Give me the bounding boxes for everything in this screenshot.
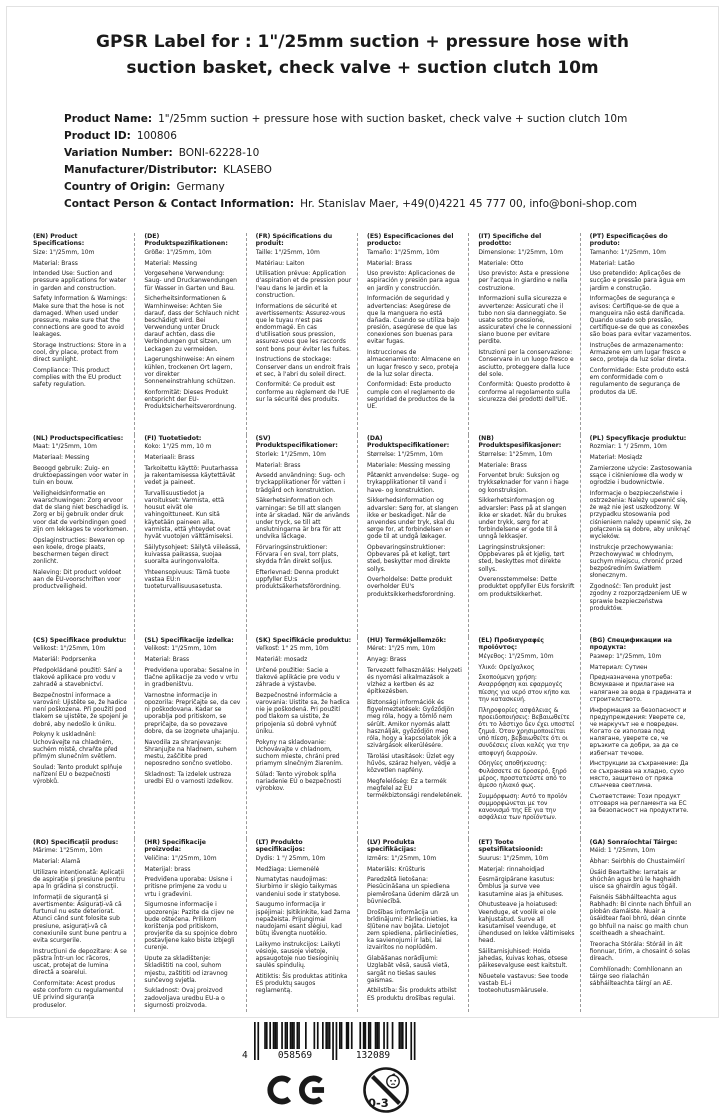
lang-paragraphs — [144, 443, 240, 590]
lang-paragraph: Atbilstība: Šis produkts atbilst ES produktu drošības regulai. — [367, 987, 457, 1002]
lang-paragraph: Méid: 1 "/25mm, 10m — [589, 847, 656, 855]
lang-paragraph: Bezpečnostní informace a varování: Ujistěte se, že hadice není poškozena. Při použití pod tlakem se ujistěte, že spojení je dobré, aby nedošlo k úniku. — [33, 691, 128, 728]
lang-block-sk — [256, 637, 358, 839]
lang-paragraph: Veličina: 1"/25mm, 10m — [144, 854, 217, 862]
lang-block-hr — [144, 839, 246, 1012]
lang-paragraph: Informazioni sulla sicurezza e avvertenze: Assicurati che il tubo non sia danneggiato. Se usate sotto pressione, assicuratevi che le connessioni siano buone per evitare perdite. — [478, 295, 572, 346]
lang-block-fi — [144, 435, 246, 637]
product-info-row — [64, 162, 725, 179]
lang-paragraph: Numatytas naudojimas: Siurbimo ir slėgio taikymas vandeniui sode ir statybose. — [255, 876, 341, 898]
lang-heading: (SV) Produktspecifikationer: — [255, 435, 338, 450]
lang-heading: (PL) Specyfikacje produktu: — [589, 435, 687, 442]
lang-paragraph: Sikkerhedsinformation og advarsler: Sørg for, at slangen ikke er beskadiget. Når de anvendes under tryk, skal du sørge for, at forbindelsen er gode til at undgå lækager. — [367, 497, 459, 541]
barcode-first-digit: 4 — [241, 1050, 248, 1062]
lang-paragraph: Navodila za shranjevanje: Shranjujte na hladnem, suhem mestu, zaščitite pred neposredno sončno svetlobo. — [144, 738, 237, 768]
lang-paragraph: Størrelse: 1"/25mm, 10m — [367, 450, 443, 458]
lang-paragraph: Utilizare intenționată: Aplicații de aspirație și presiune pentru apa în grădina și construcții. — [33, 868, 125, 891]
lang-paragraph: Größe: 1"/25mm, 10m — [144, 248, 212, 256]
lang-block-ga — [590, 839, 692, 1012]
lang-paragraph: Faisnéis Sábháilteachta agus Rabhadh: Bí cinnte nach bhfuil an píobán damáiste. Nuair a úsáidtear faoi bhrú, déan cinnte go bhfuil na naisc go maith chun sceitheadh a sheachaint. — [589, 893, 692, 937]
lang-paragraph: Material: Brass — [144, 656, 190, 664]
lang-paragraph: Dimensione: 1"/25mm, 10m — [478, 248, 564, 256]
lang-paragraphs — [590, 847, 692, 987]
lang-heading: (FR) Spécifications du produit: — [255, 233, 333, 248]
lang-paragraph: Matériau: Laiton — [255, 259, 305, 267]
footer — [218, 1022, 458, 1114]
lang-paragraph: Veiligheidsinformatie en waarschuwingen: Zorg ervoor dat de slang niet beschadigd is. Zorg er bij gebruik onder druk voor dat de verbindingen goed zijn om lekkages te voorkomen. — [33, 489, 129, 533]
lang-paragraphs — [33, 249, 129, 389]
lang-paragraph: Glabāšanas norādījumi: Uzglabāt vēsā, sausā vietā, sargāt no tiešas saules gaismas. — [367, 955, 450, 984]
lang-block-es — [367, 233, 469, 435]
lang-block-en — [33, 233, 135, 435]
lang-heading: (PT) Especificações do produto: — [589, 233, 668, 248]
lang-paragraphs — [590, 249, 692, 396]
info-label: Contact Person & Contact Information: — [64, 198, 295, 210]
lang-paragraphs — [478, 451, 574, 598]
lang-paragraph: Instrucțiuni de depozitare: A se păstra într-un loc răcoros, uscat, protejat de lumina directă a soarelui. — [33, 947, 127, 977]
lang-paragraph: Materijal: brass — [144, 865, 191, 873]
lang-paragraph: Istruzioni per la conservazione: Conservare in un luogo fresco e asciutto, proteggere dalla luce del sole. — [478, 349, 574, 378]
lang-paragraphs — [144, 645, 240, 785]
baby-face-icon — [386, 1075, 398, 1089]
lang-paragraphs — [256, 451, 352, 591]
lang-paragraph: Tamanho: 1"/25mm, 10m — [589, 248, 666, 256]
lang-paragraph: Σκοπούμενη χρήση: Αναρρόφηση και εφαρμογές πίεσης για νερό στον κήπο και την κατασκευή. — [478, 674, 571, 703]
lang-paragraph: Varnostne informacije in opozorila: Prepričajte se, da cev ni poškodovana. Kadar se uporablja pod pritiskom, se prepričajte, da so povezave dobre, da se izognete uhajanju. — [144, 691, 241, 735]
lang-block-pt — [590, 233, 692, 435]
lang-paragraph: Overensstemmelse: Dette produktet oppfyller EUs forskrift om produktsikkerhet. — [478, 576, 575, 598]
lang-paragraph: Zgodność: Ten produkt jest zgodny z rozporządzeniem UE w sprawie bezpieczeństwa produktów. — [589, 583, 687, 612]
lang-paragraphs — [144, 249, 240, 410]
lang-paragraph: Opslaginstructies: Bewaren op een koele, droge plaats, beschermen tegen direct zonlicht. — [33, 536, 125, 566]
lang-paragraph: Μέγεθος: 1"/25mm, 10m — [478, 652, 554, 660]
lang-paragraph: Konformität: Dieses Produkt entspricht der EU-Produktsicherheitsverordnung. — [144, 388, 237, 410]
lang-paragraph: Informacje o bezpieczeństwie i ostrzeżenia: Należy upewnić się, że wąż nie jest uszkodzony. W przypadku stosowania pod ciśnieniem należy upewnić się, że połączenia są dobre, aby uniknąć wycieków. — [589, 489, 692, 540]
lang-paragraph: Materiaali: Brass — [144, 454, 195, 462]
info-label: Product ID: — [64, 130, 131, 142]
lang-paragraph: Materjal: rinnahoidjad — [478, 865, 545, 873]
lang-paragraphs — [256, 249, 352, 403]
lang-block-de — [144, 233, 246, 435]
lang-paragraph: Ohutusteave ja hoiatused: Veenduge, et voolik ei ole kahjustatud. Surve all kasutamisel veenduge, et ühendused on lekke vältimiseks head. — [478, 901, 575, 945]
lang-paragraph: Conformidade: Este produto está em conformidade com o regulamento de segurança de produtos da UE. — [589, 367, 689, 396]
info-value: 1"/25mm suction + pressure hose with suction basket, check valve + suction clutch 10m — [158, 113, 628, 125]
lang-paragraph: Úsáid Beartaithe: Iarratais ar shúchán agus brú le haghaidh uisce sa ghairdín agus tógáil. — [589, 868, 681, 891]
lang-block-sv — [256, 435, 358, 637]
info-value: BONI-62228-10 — [178, 147, 260, 159]
lang-block-et — [478, 839, 580, 1012]
lang-paragraph: Zamierzone użycie: Zastosowania ssące i ciśnieniowe dla wody w ogrodzie i budownictwie. — [589, 464, 692, 487]
lang-block-sl — [144, 637, 246, 839]
lang-paragraph: Size: 1"/25mm, 10m — [33, 248, 95, 256]
lang-block-el — [478, 637, 580, 839]
info-value: KLASEBO — [223, 164, 272, 176]
age-warning-label: 0-3 — [367, 1096, 389, 1111]
lang-paragraph: Uso previsto: Aplicaciones de aspiración y presión para agua en jardín y construcción. — [367, 270, 460, 292]
lang-block-lv — [367, 839, 469, 1012]
lang-paragraph: Treoracha Stórála: Stóráil in áit fionnuar, tirim, a chosaint ó solas díreach. — [589, 940, 691, 962]
lang-paragraph: Intended Use: Suction and pressure applications for water in garden and construction. — [33, 270, 127, 292]
lang-paragraph: Conformité: Ce produit est conforme au règlement de l'UE sur la sécurité des produits. — [255, 381, 350, 403]
lang-paragraph: Instrucciones de almacenamiento: Almacene en un lugar fresco y seco, proteja de la luz solar directa. — [367, 349, 461, 378]
product-info-row — [64, 196, 725, 213]
lang-block-ro — [33, 839, 135, 1012]
page-title: GPSR Label for : 1"/25mm suction + pressure hose with suction basket, check valve + suction clutch 10m — [96, 32, 629, 78]
lang-heading: (SL) Specifikacije izdelka: — [144, 637, 234, 644]
lang-heading: (SK) Špecifikácie produktu: — [255, 637, 352, 644]
barcode-right-digits: 132089 — [355, 1050, 390, 1062]
lang-paragraph: Информация за безопасност и предупреждения: Уверете се, че маркучът не е повреден. Когато се използва под налягане, уверете се, че връзките са добри, за да се избегнат течове. — [589, 706, 687, 757]
lang-paragraph: Upute za skladištenje: Skladištiti na cool, suhom mjestu, zaštititi od izravnog sunčevog svjetla. — [144, 955, 228, 984]
lang-paragraph: Taille: 1"/25mm, 10m — [255, 248, 320, 256]
lang-paragraphs — [33, 443, 129, 590]
lang-block-it — [478, 233, 580, 435]
lang-paragraphs — [33, 847, 129, 1008]
lang-paragraph: Veľkosť: 1" 25 mm, 10m — [255, 645, 329, 653]
lang-paragraph: Medžiaga: Liemenėlė — [255, 865, 320, 873]
lang-paragraph: Eesmärgipärane kasutus: Õmblus ja surve vee kasutamine aias ja ehituses. — [478, 876, 564, 898]
lang-paragraph: Conformidad: Este producto cumple con el reglamento de seguridad de productos de la UE. — [367, 381, 455, 410]
language-grid — [33, 233, 692, 1012]
lang-paragraph: Materiale: Messing messing — [367, 461, 451, 469]
lang-paragraph: Forventet bruk: Suksjon og trykksøknader for vann i hage og konstruksjon. — [478, 472, 569, 494]
age-warning-0-3-icon — [362, 1066, 410, 1114]
lang-paragraph: Material: Brass — [33, 259, 78, 267]
lang-paragraph: Storlek: 1"/25mm, 10m — [255, 450, 326, 458]
lang-paragraph: Méret: 1"/25 mm, 10m — [367, 645, 436, 653]
lang-paragraph: Material: Alamă — [33, 858, 81, 866]
lang-paragraph: Инструкции за съхранение: Да се съхранява на хладно, сухо място, защитено от пряка слънчева светлина. — [589, 760, 689, 789]
lang-paragraph: Påtænkt anvendelse: Suge- og trykapplikationer til vand i have- og konstruktion. — [367, 472, 459, 494]
lang-paragraph: Predviđena uporaba: Usisne i pritisne primjene za vodu u vrtu i građevini. — [144, 876, 232, 898]
lang-paragraph: Säkerhetsinformation och varningar: Se till att slangen inte är skadad. När de används under tryck, se till att anslutningarna är bra för att undvika läckage. — [255, 497, 350, 541]
lang-paragraph: Mărime: 1"25mm, 10m — [33, 847, 103, 855]
lang-paragraph: Υλικό: Ορείχαλκος — [478, 663, 535, 671]
lang-paragraph: Οδηγίες αποθήκευσης: Φυλάσσετε σε δροσερό, ξηρό μέρος, προστατεύστε από το άμεσο ηλιακό φως. — [478, 760, 567, 789]
lang-paragraph: Suurus: 1"/25mm, 10m — [478, 854, 549, 862]
lang-paragraph: Overholdelse: Dette produkt overholder EU's produktsikkerhedsforordning. — [367, 576, 456, 598]
lang-heading: (ET) Toote spetsifikatsioonid: — [478, 839, 543, 854]
lang-paragraph: Dydis: 1 "/ 25mm, 10m — [255, 854, 326, 862]
lang-paragraph: Rozmiar: 1 "/ 25mm, 10m — [589, 443, 667, 451]
lang-paragraph: Material: Messing — [144, 259, 198, 267]
lang-paragraphs — [590, 443, 692, 611]
lang-paragraph: Materiaal: Messing — [33, 454, 90, 462]
info-value: Hr. Stanislav Maer, +49(0)4221 45 777 00, info@boni-shop.com — [300, 198, 637, 210]
lang-heading: (DE) Produktspezifikationen: — [144, 233, 228, 248]
lang-heading: (NB) Produktspesifikasjoner: — [478, 435, 562, 450]
lang-paragraphs — [478, 855, 574, 995]
lang-paragraph: Biztonsági információk és figyelmeztetések: Győződjön meg róla, hogy a tömlő nem sérült. Amikor nyomás alatt használják, győződjön meg róla, hogy a kapcsolatok jók a szivárgások elkerülésére. — [367, 699, 457, 750]
ce-mark-icon — [266, 1071, 328, 1109]
lang-paragraph: Instrukcje przechowywania: Przechowywać w chłodnym, suchym miejscu, chronić przed bezpośrednim światłem słonecznym. — [589, 543, 683, 580]
lang-paragraph: Tamaño: 1"/25mm, 10m — [367, 248, 440, 256]
lang-heading: (EL) Προδιαγραφές προϊόντος: — [478, 637, 544, 652]
lang-paragraph: Yhteensopivuus: Tämä tuote vastaa EU:n tuoteturvallisuusasetusta. — [144, 568, 230, 591]
lang-paragraph: Určené použitie: Sacie a tlakové aplikácie pre vodu v záhrade a výstavbe. — [255, 666, 340, 689]
lang-paragraph: Skladnost: Ta izdelek ustreza uredbi EU o varnosti izdelkov. — [144, 770, 234, 785]
lang-paragraph: Instructions de stockage: Conserver dans un endroit frais et sec, à l'abri du soleil direct. — [255, 356, 351, 378]
lang-heading: (CS) Specifikace produktu: — [33, 637, 127, 644]
lang-heading: (GA) Sonraíochtaí Táirge: — [589, 839, 678, 846]
lang-paragraph: Lagerungshinweise: An einem kühlen, trockenen Ort lagern, vor direkter Sonneneinstrahlung schützen. — [144, 356, 236, 385]
lang-paragraph: Informations de sécurité et avertissements: Assurez-vous que le tuyau n'est pas endommagé. En cas d'utilisation sous pression, assurez-vous que les raccords sont bons pour éviter les fuites. — [255, 302, 351, 353]
lang-heading: (ES) Especificaciones del producto: — [367, 233, 454, 248]
lang-paragraph: Materiał: Mosiądz — [589, 454, 643, 462]
lang-paragraph: Beoogd gebruik: Zuig- en druktoepassingen voor water in tuin en bouw. — [33, 464, 129, 487]
info-label: Variation Number: — [64, 147, 173, 159]
lang-block-pl — [590, 435, 692, 637]
lang-paragraph: Säilytysohjeet: Säilytä viileässä, kuivassa paikassa, suojaa suoralta auringonvalolta. — [144, 543, 241, 566]
lang-paragraph: Izmērs: 1"/25mm, 10m — [367, 854, 437, 862]
lang-paragraph: Pokyny k uskladnění: Uchovávejte na chladném, suchém místě, chraňte před přímým slunečním světlem. — [33, 731, 118, 760]
lang-paragraph: Συμμόρφωση: Αυτό το προϊόν συμμορφώνεται με τον κανονισμό της ΕΕ για την ασφάλεια των προϊόντων. — [478, 792, 568, 822]
lang-block-cs — [33, 637, 135, 839]
lang-heading: (HR) Specifikacije proizvoda: — [144, 839, 206, 854]
lang-paragraph: Anyag: Brass — [367, 656, 407, 664]
lang-paragraph: Velikost: 1"/25mm, 10m — [33, 645, 106, 653]
product-info — [64, 111, 725, 213]
lang-heading: (RO) Specificații produs: — [33, 839, 119, 846]
lang-paragraph: Lagringsinstruksjoner: Oppbevares på et kjølig, tørt sted, beskyttes mot direkte sollys. — [478, 543, 565, 573]
lang-paragraphs — [256, 855, 352, 995]
compliance-symbols — [266, 1066, 410, 1114]
lang-paragraph: Sicherheitsinformationen & Warnhinweise: Achten Sie darauf, dass der Schlauch nicht beschädigt wird. Bei Verwendung unter Druck darauf achten, dass die Verbindungen gut sitzen, um Leckagen zu vermeiden. — [144, 295, 240, 353]
lang-paragraph: Förvaringsinstruktioner: Förvara i en sval, torr plats, skydda från direkt solljus. — [255, 543, 339, 566]
barcode-left-digits: 058569 — [277, 1050, 312, 1062]
lang-paragraphs — [367, 855, 463, 1002]
lang-paragraph: Informații de siguranță și avertismente: Asigurați-vă că furtunul nu este deteriorat. Atunci când sunt folosite sub presiune, asigurați-vă că conexiunile sunt bune pentru a evita scurgerile. — [33, 893, 127, 944]
lang-paragraph: Nõuetele vastavus: See toode vastab EL-i tooteohutusmäärusele. — [478, 973, 569, 995]
lang-paragraphs — [478, 653, 574, 821]
product-info-row — [64, 128, 725, 145]
lang-heading: (HU) Termékjellemzők: — [367, 637, 447, 644]
lang-paragraph: Sigurnosne informacije i upozorenja: Pazite da cijev ne bude oštećena. Prilikom korištenja pod pritiskom, provjerite da su spojnice dobro postavljene kako biste izbjegli curenje. — [144, 901, 238, 952]
lang-paragraph: Comhlíonadh: Comhlíonann an táirge seo rialachán sábháilteachta táirgí an AE. — [589, 965, 683, 987]
lang-paragraph: Safety Information & Warnings: Make sure that the hose is not damaged. When used under pressure, make sure that the connections are good to avoid leakages. — [33, 295, 128, 339]
lang-paragraph: Información de seguridad y advertencias: Asegúrese de que la manguera no está dañada. Cuando se utiliza bajo presión, asegúrese de que las conexiones son buenas para evitar fugas. — [367, 295, 460, 346]
lang-paragraph: Avsedd användning: Sug- och tryckapplikationer för vatten i trädgård och konstruktion. — [255, 472, 346, 494]
product-info-row — [64, 145, 725, 162]
lang-paragraph: Størrelse: 1"25mm, 10m — [478, 450, 553, 458]
lang-paragraph: Vorgesehene Verwendung: Saug- und Druckanwendungen für Wasser in Garten und Bau. — [144, 270, 237, 292]
lang-paragraph: Súlad: Tento výrobok spĺňa nariadenie EÚ o bezpečnosti výrobkov. — [255, 770, 342, 793]
lang-paragraph: Πληροφορίες ασφάλειας & προειδοποιήσεις: Βεβαιωθείτε ότι το λάστιχο δεν έχει υποστεί ζημιά. Όταν χρησιμοποιείται υπό πίεση, βεβαιωθείτε ότι οι συνδέσεις είναι καλές για την αποφυγή διαρροών. — [478, 706, 575, 757]
ean13-barcode — [238, 1022, 438, 1062]
lang-paragraph: Paredzētā lietošana: Piesūcināšana un spiediena piemērošana ūdenim dārzā un būvniecībā. — [367, 876, 459, 905]
lang-paragraphs — [478, 249, 574, 403]
lang-paragraph: Предназначена употреба: Всмукване и прилагане на налягане за вода в градината и строителството. — [589, 674, 692, 703]
lang-block-lt — [256, 839, 358, 1012]
lang-paragraph: Soulad: Tento produkt splňuje nařízení EU o bezpečnosti výrobků. — [33, 763, 123, 785]
lang-paragraph: Predvidena uporaba: Sesalne in tlačne aplikacije za vodo v vrtu in gradbeništvu. — [144, 666, 240, 689]
lang-paragraph: Uso previsto: Asta e pressione per l'acqua in giardino e nella costruzione. — [478, 270, 570, 292]
lang-heading: (FI) Tuotetiedot: — [144, 435, 202, 442]
lang-paragraph: Materiāls: Krūšturis — [367, 865, 426, 873]
lang-paragraph: Material: Brass — [367, 259, 412, 267]
lang-paragraphs — [367, 451, 463, 598]
lang-paragraph: Compliance: This product complies with the EU product safety regulation. — [33, 367, 122, 389]
lang-paragraphs — [33, 645, 129, 785]
lang-paragraph: Tarkoitettu käyttö: Puutarhassa ja rakentamisessa käytettävät vedet ja paineet. — [144, 464, 239, 487]
info-label: Manufacturer/Distributor: — [64, 164, 218, 176]
lang-paragraph: Efterlevnad: Denna produkt uppfyller EU:s produktsäkerhetsförordning. — [255, 569, 341, 591]
lang-paragraphs — [590, 653, 692, 814]
lang-heading: (IT) Specifiche del prodotto: — [478, 233, 542, 248]
lang-paragraphs — [367, 249, 463, 410]
lang-heading: (BG) Спецификации на продукта: — [589, 637, 672, 652]
lang-paragraph: Turvallisuustiedot ja varoitukset: Varmista, että housut eivät ole vahingoittuneet. Kun sitä käytetään paineen alla, varmista, että yhteydet ovat hyvät vuotojen välttämiseksi. — [144, 489, 234, 540]
lang-paragraph: Material: Brass — [255, 461, 301, 469]
lang-paragraph: Megfelelőség: Ez a termék megfelel az EU termékbiztonsági rendeletének. — [367, 777, 463, 800]
lang-paragraph: Sukladnost: Ovaj proizvod zadovoljava uredbu EU-a o sigurnosti proizvoda. — [144, 987, 225, 1009]
lang-paragraph: Materiál: Podprsenka — [33, 656, 97, 664]
lang-paragraph: Tárolási utasítások: Üzlet egy hűvös, száraz helyen, védje a közvetlen napfény. — [367, 752, 456, 775]
lang-paragraph: Koko: 1"/25 mm, 10 m — [144, 443, 212, 451]
lang-paragraph: Atitiktis: Šis produktas atitinka ES produktų saugos reglamentą. — [255, 973, 348, 995]
lang-heading: (LT) Produkto specifikacijos: — [255, 839, 305, 854]
lang-paragraphs — [144, 855, 240, 1009]
lang-paragraph: Storage Instructions: Store in a cool, dry place, protect from direct sunlight. — [33, 341, 127, 364]
lang-paragraph: Säilitamisjuhised: Hoida jahedas, kuivas kohas, otsese päikesevalguse eest kaitstult. — [478, 947, 568, 970]
lang-paragraph: Uso pretendido: Aplicações de sucção e pressão para água em jardim e construção. — [589, 270, 686, 292]
lang-paragraphs — [367, 645, 463, 799]
lang-block-nb — [478, 435, 580, 637]
product-info-row — [64, 111, 725, 128]
lang-block-bg — [590, 637, 692, 839]
lang-paragraph: Conformitate: Acest produs este conform cu regulamentul UE privind siguranța produselor. — [33, 979, 124, 1009]
lang-paragraph: Drošības informācija un brīdinājumi: Pārliecinieties, ka šļūtene nav bojāta. Lietojot zem spiediena, pārliecinieties, ka savienojumi ir labi, lai izvairītos no noplūdēm. — [367, 908, 459, 952]
lang-paragraph: Conformità: Questo prodotto è conforme al regolamento sulla sicurezza dei prodotti dell'UE. — [478, 381, 571, 403]
lang-paragraph: Tervezett felhasználás: Helyzeti és nyomási alkalmazások a vízhez a kertben és az építkezésben. — [367, 666, 462, 696]
lang-paragraph: Материал: Сутиен — [589, 663, 648, 671]
lang-paragraph: Informações de segurança e avisos: Certifique-se de que a mangueira não está danificada. Quando usado sob pressão, certifique-se de que as conexões são boas para evitar vazamentos. — [589, 295, 692, 339]
lang-paragraph: Předpokládané použití: Sání a tlakové aplikace pro vodu v zahradě a stavebnictví. — [33, 666, 123, 689]
lang-paragraph: Naleving: Dit product voldoet aan de EU-voorschriften voor productveiligheid. — [33, 568, 122, 591]
lang-block-da — [367, 435, 469, 637]
lang-paragraph: Instruções de armazenamento: Armazene em um lugar fresco e seco, proteja da luz solar direta. — [589, 341, 687, 364]
lang-paragraph: Размер: 1"/25mm, 10m — [589, 652, 662, 660]
info-label: Product Name: — [64, 113, 153, 125]
lang-heading: (DA) Produktspecifikationer: — [367, 435, 450, 450]
info-label: Country of Origin: — [64, 181, 171, 193]
lang-paragraph: Maat: 1"/25mm, 10m — [33, 443, 98, 451]
lang-paragraph: Material: Latão — [589, 259, 635, 267]
lang-paragraph: Velikost: 1"/25mm, 10m — [144, 645, 217, 653]
lang-block-hu — [367, 637, 469, 839]
lang-paragraph: Materiale: Otto — [478, 259, 524, 267]
lang-heading: (EN) Product Specifications: — [33, 233, 85, 248]
lang-paragraph: Materiál: mosadz — [255, 656, 308, 664]
lang-paragraph: Sikkerhetsinformasjon og advarsler: Pass på at slangen ikke er skadet. Når du brukes under trykk, sørg for at forbindelsene er gode til å unngå lekkasjer. — [478, 497, 567, 541]
lang-block-fr — [256, 233, 358, 435]
info-value: 100806 — [136, 130, 177, 142]
lang-paragraph: Съответствие: Този продукт отговаря на регламента на ЕС за безопасност на продуктите. — [589, 792, 689, 814]
lang-paragraph: Utilisation prévue: Application d'aspiration et de pression pour l'eau dans le jardin et la construction. — [255, 270, 352, 299]
lang-heading: (LV) Produkta specifikācijas: — [367, 839, 417, 854]
lang-paragraphs — [256, 645, 352, 792]
lang-paragraph: Saugumo informacija ir įspėjimai: Įsitikinkite, kad žarna nepažeista. Prijungimai naudojami esant slėgiui, kad būtų išvengta nuotėkio. — [255, 901, 351, 938]
lang-paragraph: Pokyny na skladovanie: Uchovávajte v chladnom, suchom mieste, chráni pred priamym slnečným žiarením. — [255, 738, 343, 768]
lang-block-nl — [33, 435, 135, 637]
lang-heading: (NL) Productspecificaties: — [33, 435, 124, 442]
lang-paragraph: Materiale: Brass — [478, 461, 527, 469]
info-value: Germany — [176, 181, 225, 193]
lang-paragraph: Ábhar: Seirbhís do Chustaiméirí — [589, 858, 685, 866]
product-info-row — [64, 179, 725, 196]
lang-paragraph: Laikymo instrukcijos: Laikyti vėsioje, sausoje vietoje, apsaugotoje nuo tiesioginių saulės spindulių. — [255, 940, 341, 970]
lang-paragraph: Opbevaringsinstruktioner: Opbevares på et køligt, tørt sted, beskytter mod direkte sollys. — [367, 543, 451, 573]
lang-paragraph: Bezpečnostné informácie a varovania: Uistite sa, že hadica nie je poškodená. Pri použití pod tlakom sa uistite, že pripojenia sú dobré vyhnúť úniku. — [255, 691, 350, 735]
